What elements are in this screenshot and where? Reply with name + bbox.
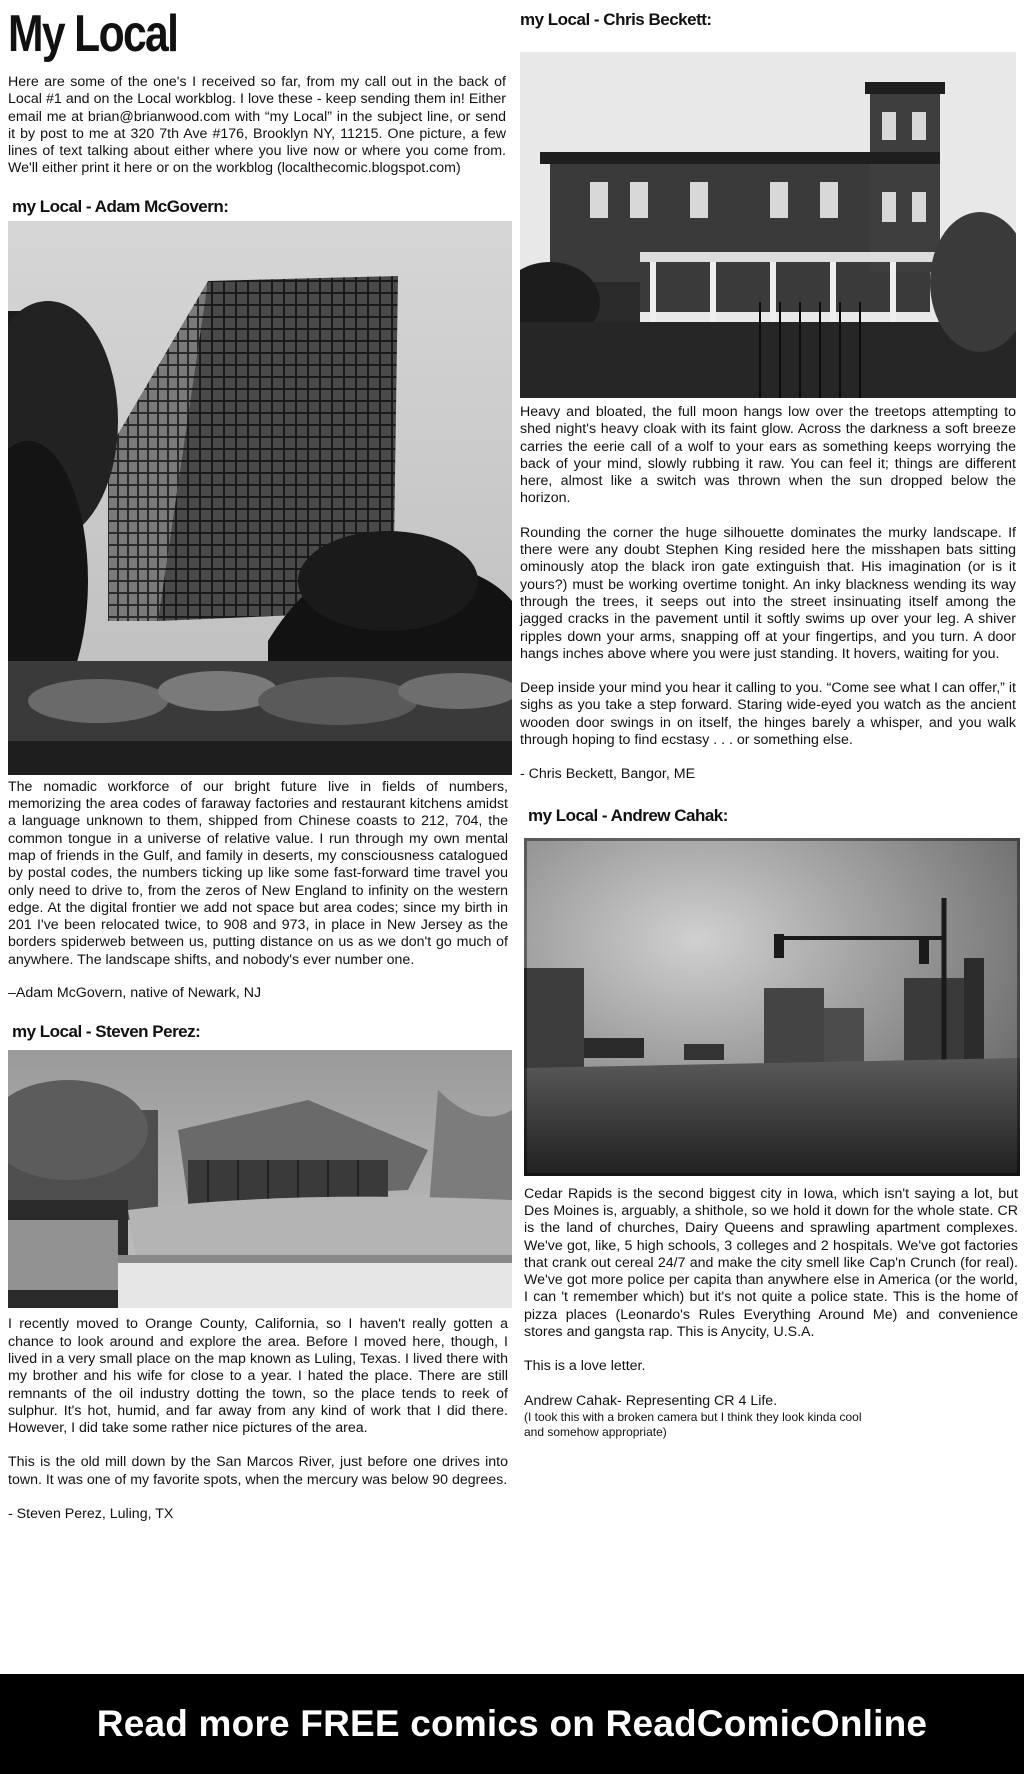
andrew-signoff: Andrew Cahak- Representing CR 4 Life. xyxy=(524,1392,778,1409)
chris-text-3: Deep inside your mind you hear it calling to you. “Come see what I can offer,” it sighs as you take a step forward. Staring wide-eyed you watch as the ancient wooden door swings in on itself, the hinges barely a whisper, and you walk through hoping to find ecstasy . . . or something else. xyxy=(520,680,1016,749)
adam-heading: my Local - Adam McGovern: xyxy=(12,196,229,216)
footer-banner-text[interactable]: Read more FREE comics on ReadComicOnline xyxy=(96,1703,928,1744)
adam-signoff: –Adam McGovern, native of Newark, NJ xyxy=(8,985,262,1002)
footer-banner[interactable] xyxy=(0,1674,1024,1774)
right-column xyxy=(520,0,1018,1440)
andrew-note-line-1: (I took this with a broken camera but I think they look kinda cool xyxy=(524,1409,862,1424)
intro-text: Here are some of the one's I received so far, from my call out in the back of Local #1 and on the Local workblog. I love these - keep sending them in! Either email me at brian@brianwood.com with “my Local” in the subject line, or send it by post to me at 320 7th Ave #176, Brooklyn NY, 11215. One picture, a few lines of text talking about either where you live now or where you come from. We'll either print it here or on the workblog (localthecomic.blogspot.com) xyxy=(8,74,506,177)
chris-text-1: Heavy and bloated, the full moon hangs low over the treetops attempting to shed night's heavy cloak with its faint glow. Across the darkness a soft breeze carries the eerie call of a wolf to your ears as something keeps worrying the back of your mind, slowly rubbing it raw. You can feel it; things are different here, almost like a switch was thrown when the sun dropped below the horizon. xyxy=(520,404,1016,507)
andrew-note-line-2: and somehow appropriate) xyxy=(524,1424,667,1439)
chris-signoff: - Chris Beckett, Bangor, ME xyxy=(520,766,696,783)
steven-signoff: - Steven Perez, Luling, TX xyxy=(8,1506,174,1523)
andrew-text-1: Cedar Rapids is the second biggest city in Iowa, which isn't saying a lot, but Des Moines is, arguably, a shithole, so we hold it down for the whole state. CR is the land of churches, Dairy Queens and sprawling apartment complexes. We've got, like, 5 high schools, 3 colleges and 2 hospitals. We've got factories that crank out cereal 24/7 and make the city smell like Cap'n Crunch (for real). We've got more police per capita than anywhere else in America (or the world, I can 't remember which) but it's not quite a police state. This is the home of pizza places (Leonardo's Rules Everything Around Me) and convenience stores and gangsta rap. This is Anycity, U.S.A. xyxy=(524,1185,1018,1341)
page-title: My Local xyxy=(8,5,178,63)
adam-photo-office-tower xyxy=(8,221,512,775)
chris-heading: my Local - Chris Beckett: xyxy=(520,10,712,29)
andrew-photo-city-street xyxy=(524,838,1020,1176)
steven-photo-old-mill xyxy=(8,1050,512,1308)
andrew-text-2: This is a love letter. xyxy=(524,1358,646,1375)
steven-heading: my Local - Steven Perez: xyxy=(12,1022,201,1042)
chris-photo-victorian-house xyxy=(520,52,1016,398)
chris-text-2: Rounding the corner the huge silhouette dominates the murky landscape. If there were any doubt Stephen King resided here the misshapen bats sitting ominously atop the black iron gate extinguish that. His imagination (or is it yours?) must be working overtime tonight. An inky blackness wending its way through the trees, it seeps out into the street insinuating itself among the jagged cracks in the pavement until it softly swims up over your leg. A shiver ripples down your arms, snapping off at your fingertips, and you turn. A door hangs inches above where you were just standing. It hovers, waiting for you. xyxy=(520,524,1016,662)
andrew-heading: my Local - Andrew Cahak: xyxy=(528,805,728,825)
steven-text-2: This is the old mill down by the San Marcos River, just before one drives into town. It was one of my favorite spots, when the mercury was below 90 degrees. xyxy=(8,1454,508,1488)
left-column xyxy=(8,0,514,1523)
steven-text-1: I recently moved to Orange County, California, so I haven't really gotten a chance to look around and explore the area. Before I moved here, though, I lived in a very small place on the map known as Luling, Texas. I lived there with my brother and his wife for close to a year. I hated the place. There are still remnants of the oil industry dotting the town, so the place tends to reek of sulphur. It's hot, humid, and far away from any kind of work that I did there. However, I did take some rather nice pictures of the area. xyxy=(8,1316,508,1437)
adam-text: The nomadic workforce of our bright future live in fields of numbers, memorizing the area codes of faraway factories and restaurant kitchens amidst a language unknown to them, shipped from Chinese coasts to 212, 704, the common tongue in a universe of relative value. I run through my own mental map of friends in the Gulf, and family in deserts, my consciousness catalogued by postal codes, the numbers ticking up like some fast-forward time travel you only need to drive to, from the zeros of New England to infinity on the western edge. At the digital frontier we add not space but area codes; since my birth in 201 I've been relocated twice, to 908 and 973, in place in New Jersey as the borders spiderweb between us, putting distance on us as we don't go much of anywhere. The landscape shifts, and nobody's ever number one. xyxy=(8,778,508,968)
